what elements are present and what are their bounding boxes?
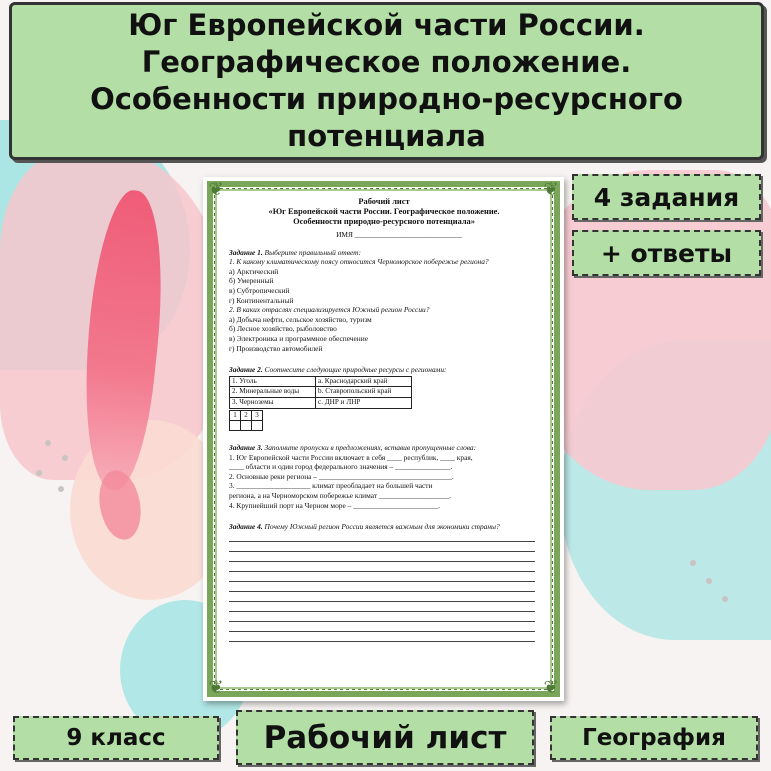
- task-instruction: Заполните пропуски в предложениях, вставив пропущенные слова:: [262, 443, 477, 453]
- grade-badge: 9 класс: [13, 716, 219, 760]
- answer-option: в) Электроника и программное обеспечение: [229, 333, 368, 343]
- answer-option: а) Добыча нефти, сельское хозяйство, туризм: [229, 314, 372, 324]
- material-type-badge: Рабочий лист: [236, 710, 534, 765]
- worksheet-subtitle: Особенности природно-ресурсного потенциала»: [293, 217, 475, 226]
- leaf-ornament-icon: ❦: [208, 677, 224, 698]
- matching-table: [229, 376, 412, 409]
- leaf-ornament-icon: ❦: [208, 179, 224, 200]
- answer-line: [229, 602, 535, 612]
- answer-line: [229, 542, 535, 552]
- title-line: Юг Европейской части России.: [128, 8, 645, 42]
- answer-cell: 2: [241, 410, 252, 421]
- title-line: Географическое положение.: [141, 45, 632, 79]
- fill-sentence: 1. Юг Европейской части России включает в себя ____ республик, ____ края,: [229, 452, 473, 462]
- answer-option: б) Лесное хозяйство, рыболовство: [229, 324, 337, 334]
- subject-badge: География: [550, 716, 758, 760]
- title-banner: [9, 2, 764, 160]
- decor-dot: [706, 578, 712, 584]
- table-cell: 2. Минеральные воды: [230, 387, 316, 398]
- fill-sentence: 3. ____________________ климат преобладает на большей части: [229, 481, 433, 491]
- table-cell: с. ДНР и ЛНР: [316, 397, 412, 408]
- decor-dot: [36, 470, 42, 476]
- table-cell: b. Ставропольский край: [316, 387, 412, 398]
- answer-option: в) Субтропический: [229, 285, 290, 295]
- task-instruction: Выберите правильный ответ:: [262, 247, 361, 257]
- tasks-count-badge: 4 задания: [572, 174, 761, 220]
- decor-dot: [45, 440, 51, 446]
- task-instruction: Почему Южный регион России является важным для экономики страны?: [262, 522, 500, 532]
- decor-dot: [58, 486, 64, 492]
- answer-option: б) Умеренный: [229, 276, 274, 286]
- task-label: Задание 1.: [229, 247, 263, 257]
- answer-option: г) Производство автомобилей: [229, 343, 323, 353]
- fill-sentence: ____ области и один город федерального значения – _______________.: [229, 462, 453, 472]
- question: 1. К какому климатическому поясу относится Черноморское побережье региона?: [229, 257, 489, 267]
- table-cell: 1. Уголь: [230, 376, 316, 387]
- answer-cell: [230, 421, 241, 431]
- table-row: [230, 376, 412, 387]
- task-label: Задание 4.: [229, 522, 263, 532]
- answer-line: [229, 562, 535, 572]
- task-label: Задание 3.: [229, 443, 263, 453]
- answer-option: а) Арктический: [229, 266, 279, 276]
- worksheet-content: [229, 197, 539, 642]
- task-instruction: Соотнесите следующие природные ресурсы с регионами:: [262, 365, 447, 375]
- title-line: Особенности природно-ресурсного: [90, 82, 683, 116]
- worksheet-preview: [203, 177, 564, 701]
- fill-sentence: 2. Основные реки региона – ____________________________________.: [229, 471, 454, 481]
- title-line: потенциала: [287, 119, 486, 153]
- table-row: [230, 387, 412, 398]
- table-cell: 3. Черноземы: [230, 397, 316, 408]
- table-cell: а. Краснодарский край: [316, 376, 412, 387]
- decor-dot: [62, 455, 68, 461]
- answer-line: [229, 622, 535, 632]
- table-row: [230, 421, 263, 431]
- worksheet-heading: Рабочий лист: [358, 197, 410, 206]
- question: 2. В каких отраслях специализируется Южный регион России?: [229, 305, 430, 315]
- answer-line: [229, 612, 535, 622]
- leaf-ornament-icon: ❦: [543, 677, 559, 698]
- answer-line: [229, 632, 535, 642]
- task-3-title: [229, 443, 539, 453]
- answers-badge: + ответы: [572, 230, 761, 276]
- name-field-label: ИМЯ _____________________________: [336, 230, 462, 239]
- answer-grid: [229, 410, 263, 432]
- leaf-ornament-icon: ❦: [543, 179, 559, 200]
- fill-sentence: региона, а на Черноморском побережье климат ___________________.: [229, 491, 451, 501]
- decor-dot: [722, 596, 728, 602]
- answer-cell: [252, 421, 263, 431]
- fill-sentence: 4. Крупнейший порт на Черном море – _______________________.: [229, 500, 441, 510]
- task-4-title: [229, 522, 539, 532]
- answer-cell: 3: [252, 410, 263, 421]
- answer-line: [229, 592, 535, 602]
- answer-option: г) Континентальный: [229, 295, 294, 305]
- answer-line: [229, 552, 535, 562]
- answer-cell: 1: [230, 410, 241, 421]
- table-row: [230, 410, 263, 421]
- answer-line: [229, 532, 535, 542]
- task-2-title: [229, 365, 539, 375]
- answer-line: [229, 572, 535, 582]
- task-label: Задание 2.: [229, 365, 263, 375]
- task-1-title: [229, 248, 539, 258]
- decor-dot: [690, 560, 696, 566]
- answer-line: [229, 582, 535, 592]
- table-row: [230, 397, 412, 408]
- worksheet-subtitle: «Юг Европейской части России. Географическое положение.: [268, 207, 500, 216]
- answer-cell: [241, 421, 252, 431]
